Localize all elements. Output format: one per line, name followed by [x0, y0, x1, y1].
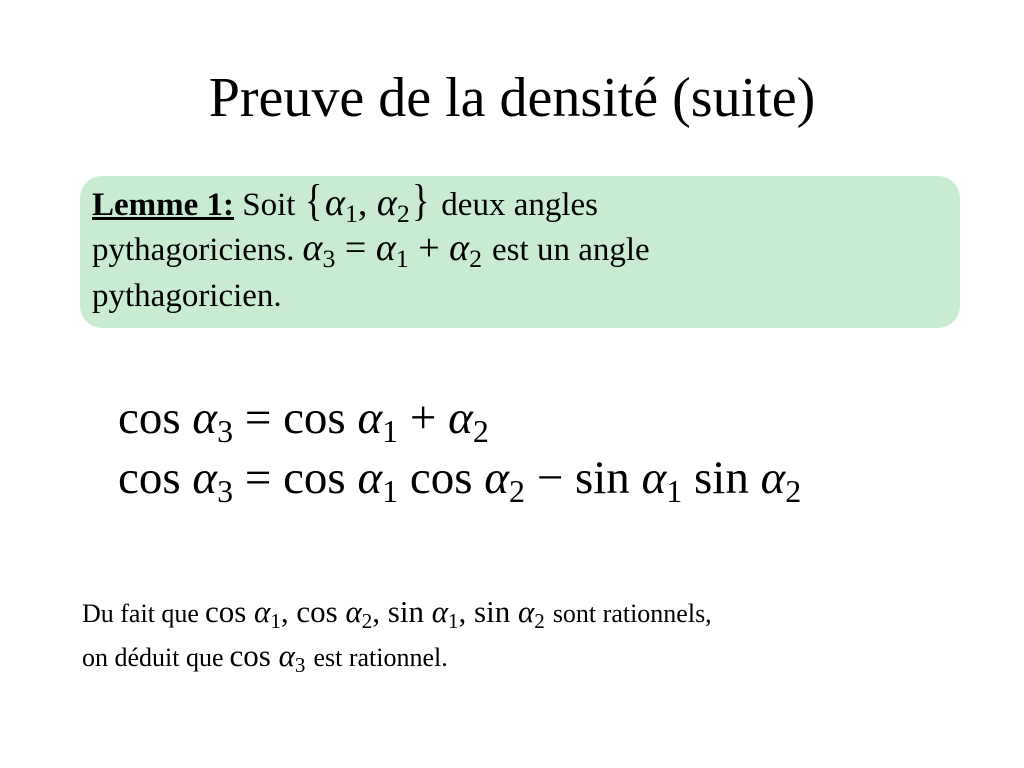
lemma-text: pythagoriciens.: [92, 232, 295, 268]
lemma-angle-set-formula: {$\alpha_1$, $\alpha_2$}: [305, 175, 430, 229]
conclusion-line-2: [82, 634, 448, 678]
lemma-box: [80, 176, 960, 328]
lemma-text: pythagoricien.: [92, 278, 282, 314]
conclusion-text: est rationnel.: [313, 643, 448, 672]
lemma-line-2: [92, 224, 650, 272]
conclusion-formula: $\cos \alpha_3$: [229, 638, 306, 677]
conclusion-line-1: [82, 590, 712, 634]
conclusion-formula: $\cos \alpha_1$, $\cos \alpha_2$, $\sin \alpha_1$, $\sin \alpha_2$: [204, 594, 545, 633]
lemma-line-3: [92, 272, 282, 320]
lemma-text: est un angle: [492, 232, 650, 268]
lemma-line-1: [92, 175, 598, 229]
equation-1: $\cos \alpha_3 = \cos \alpha_1 + \alpha_2$: [118, 392, 489, 449]
conclusion-text: sont rationnels,: [552, 599, 712, 628]
lemma-text: Soit: [242, 187, 296, 223]
lemma-text: deux angles: [441, 187, 598, 223]
conclusion-text: on déduit que: [82, 643, 224, 672]
equation-2: $\cos \alpha_3 = \cos \alpha_1$ $\cos \alpha_2 - \sin \alpha_1$ $\sin \alpha_2$: [118, 452, 802, 509]
lemma-label: Lemme 1:: [92, 187, 235, 223]
slide-title: Preuve de la densité (suite): [208, 67, 816, 129]
lemma-sum-formula: $\alpha_3 = \alpha_1 + \alpha_2$: [302, 227, 483, 274]
conclusion-text: Du fait que: [82, 599, 199, 628]
